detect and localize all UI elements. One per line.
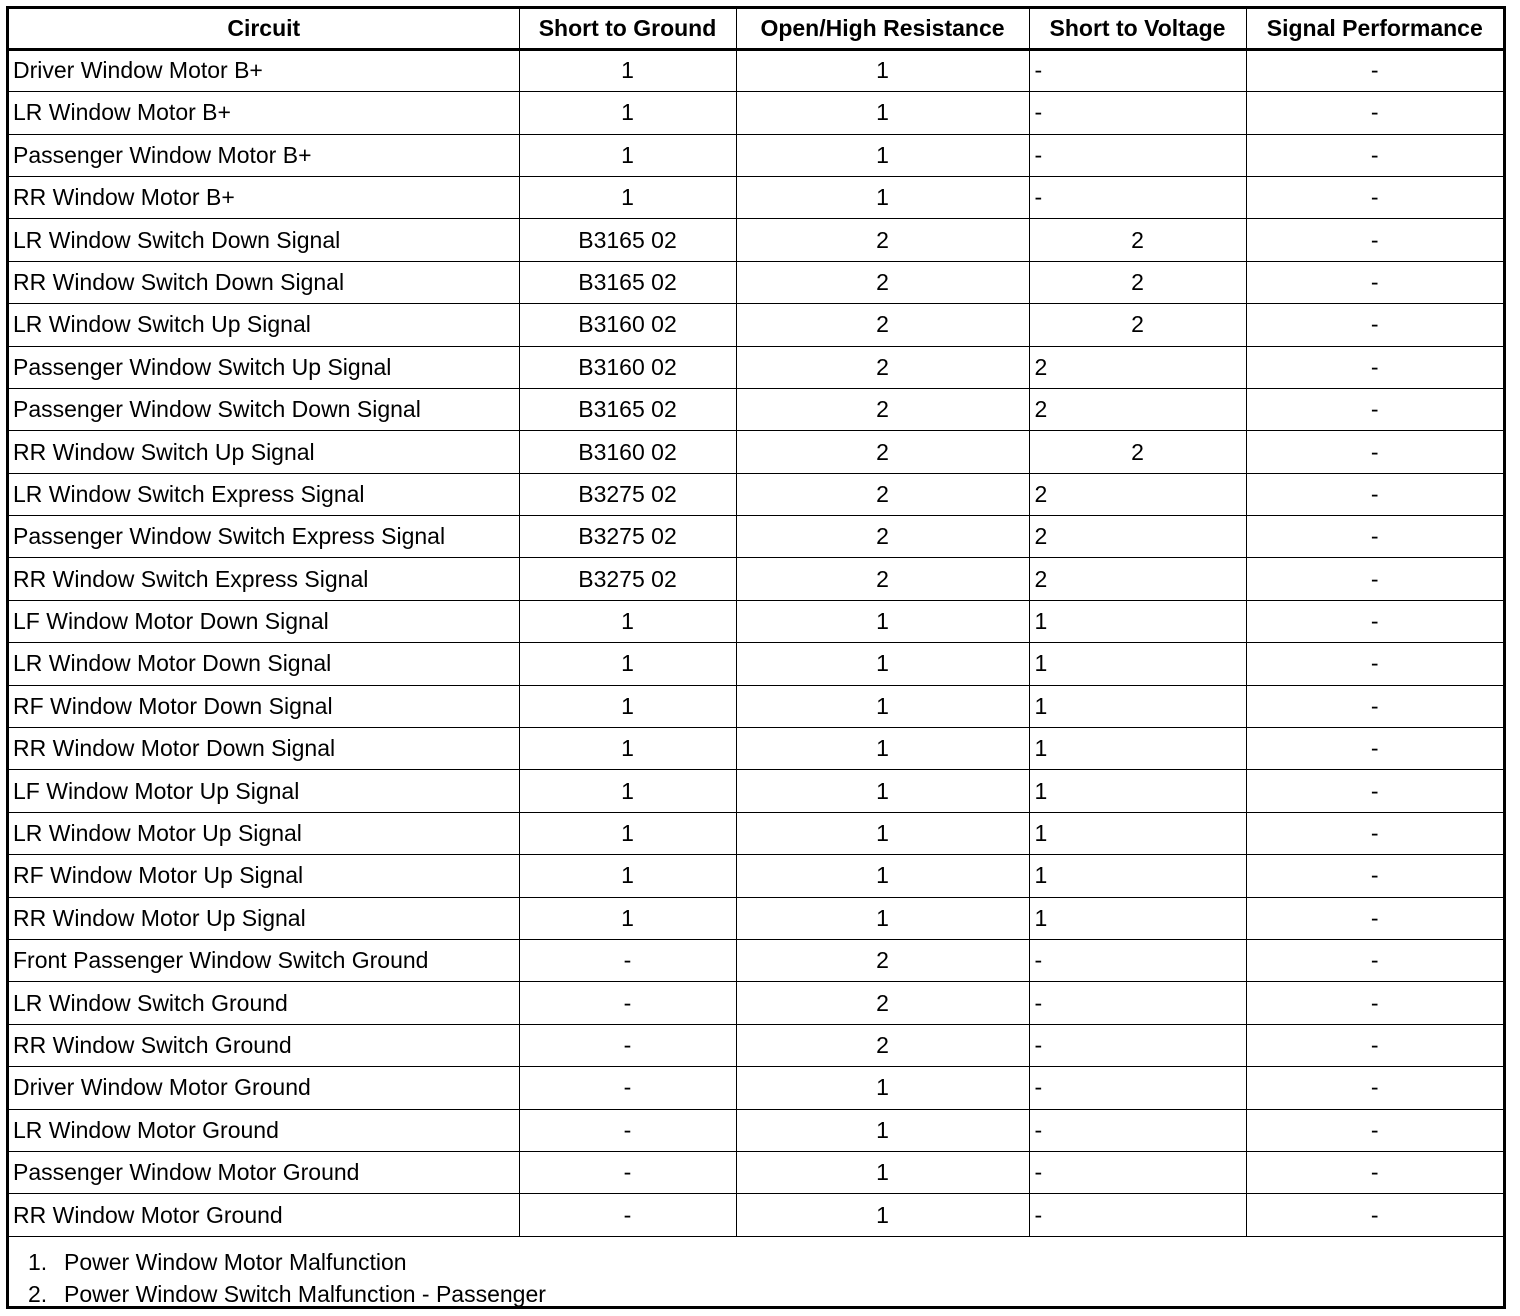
circuit-cell: RR Window Switch Express Signal (9, 558, 519, 600)
short-to-ground-cell: 1 (519, 728, 736, 770)
circuit-cell: RR Window Motor Down Signal (9, 728, 519, 770)
short-to-voltage-cell: - (1029, 134, 1246, 176)
table-row (9, 219, 1503, 261)
circuit-cell: Driver Window Motor B+ (9, 49, 519, 91)
short-to-voltage-cell: 1 (1029, 600, 1246, 642)
short-to-voltage-cell: 2 (1029, 558, 1246, 600)
open-high-resistance-cell: 1 (736, 1067, 1029, 1109)
circuit-cell: LF Window Motor Down Signal (9, 600, 519, 642)
signal-performance-cell: - (1246, 388, 1503, 430)
signal-performance-cell: - (1246, 558, 1503, 600)
short-to-ground-cell: 1 (519, 855, 736, 897)
table-row (9, 897, 1503, 939)
circuit-table (9, 9, 1503, 1237)
short-to-voltage-cell: 2 (1029, 388, 1246, 430)
short-to-ground-cell: 1 (519, 176, 736, 218)
signal-performance-cell: - (1246, 473, 1503, 515)
short-to-voltage-cell: - (1029, 1024, 1246, 1066)
circuit-cell: LR Window Switch Ground (9, 982, 519, 1024)
circuit-cell: Passenger Window Motor Ground (9, 1151, 519, 1193)
signal-performance-cell: - (1246, 1067, 1503, 1109)
short-to-voltage-cell: 1 (1029, 855, 1246, 897)
circuit-cell: LR Window Switch Express Signal (9, 473, 519, 515)
table-row (9, 728, 1503, 770)
circuit-cell: RF Window Motor Up Signal (9, 855, 519, 897)
table-row (9, 304, 1503, 346)
open-high-resistance-cell: 2 (736, 558, 1029, 600)
footnote-item (28, 1246, 1503, 1279)
short-to-voltage-cell: 2 (1029, 473, 1246, 515)
table-row (9, 855, 1503, 897)
open-high-resistance-cell: 1 (736, 134, 1029, 176)
short-to-ground-cell: B3160 02 (519, 431, 736, 473)
short-to-ground-cell: 1 (519, 600, 736, 642)
short-to-voltage-cell: - (1029, 940, 1246, 982)
circuit-cell: RR Window Motor Ground (9, 1194, 519, 1236)
circuit-cell: RF Window Motor Down Signal (9, 685, 519, 727)
open-high-resistance-cell: 2 (736, 261, 1029, 303)
short-to-ground-cell: B3275 02 (519, 516, 736, 558)
circuit-cell: LR Window Motor B+ (9, 92, 519, 134)
table-row (9, 92, 1503, 134)
header-open-high-resistance: Open/High Resistance (736, 9, 1029, 49)
footnote-number: 2. (28, 1281, 48, 1308)
footnote-text: Power Window Motor Malfunction (64, 1248, 407, 1275)
header-circuit: Circuit (9, 9, 519, 49)
table-row (9, 940, 1503, 982)
short-to-voltage-cell: 1 (1029, 770, 1246, 812)
short-to-voltage-cell: - (1029, 982, 1246, 1024)
table-row (9, 1109, 1503, 1151)
table-row (9, 1067, 1503, 1109)
footnote-number: 1. (28, 1248, 48, 1275)
circuit-cell: Driver Window Motor Ground (9, 1067, 519, 1109)
table-header-row (9, 9, 1503, 49)
circuit-cell: Passenger Window Switch Up Signal (9, 346, 519, 388)
signal-performance-cell: - (1246, 643, 1503, 685)
circuit-cell: RR Window Switch Up Signal (9, 431, 519, 473)
short-to-ground-cell: 1 (519, 49, 736, 91)
signal-performance-cell: - (1246, 346, 1503, 388)
table-row (9, 134, 1503, 176)
signal-performance-cell: - (1246, 685, 1503, 727)
open-high-resistance-cell: 2 (736, 516, 1029, 558)
short-to-ground-cell: B3160 02 (519, 304, 736, 346)
short-to-ground-cell: - (519, 1109, 736, 1151)
short-to-ground-cell: B3275 02 (519, 473, 736, 515)
signal-performance-cell: - (1246, 1109, 1503, 1151)
short-to-ground-cell: 1 (519, 92, 736, 134)
table-row (9, 770, 1503, 812)
footnotes (9, 1237, 1503, 1311)
circuit-cell: Passenger Window Motor B+ (9, 134, 519, 176)
table-row (9, 558, 1503, 600)
open-high-resistance-cell: 1 (736, 600, 1029, 642)
open-high-resistance-cell: 2 (736, 346, 1029, 388)
signal-performance-cell: - (1246, 897, 1503, 939)
signal-performance-cell: - (1246, 1024, 1503, 1066)
footnote-text: Power Window Switch Malfunction - Passenger (64, 1281, 546, 1308)
signal-performance-cell: - (1246, 431, 1503, 473)
open-high-resistance-cell: 1 (736, 92, 1029, 134)
signal-performance-cell: - (1246, 812, 1503, 854)
short-to-voltage-cell: 1 (1029, 897, 1246, 939)
circuit-table-frame (6, 6, 1506, 1309)
open-high-resistance-cell: 1 (736, 1109, 1029, 1151)
circuit-cell: LR Window Switch Up Signal (9, 304, 519, 346)
table-body (9, 49, 1503, 1236)
circuit-cell: RR Window Switch Down Signal (9, 261, 519, 303)
signal-performance-cell: - (1246, 728, 1503, 770)
open-high-resistance-cell: 1 (736, 855, 1029, 897)
header-short-to-voltage: Short to Voltage (1029, 9, 1246, 49)
open-high-resistance-cell: 1 (736, 49, 1029, 91)
circuit-cell: Passenger Window Switch Express Signal (9, 516, 519, 558)
open-high-resistance-cell: 1 (736, 770, 1029, 812)
short-to-voltage-cell: - (1029, 1151, 1246, 1193)
header-signal-performance: Signal Performance (1246, 9, 1503, 49)
circuit-cell: LR Window Motor Up Signal (9, 812, 519, 854)
open-high-resistance-cell: 1 (736, 1151, 1029, 1193)
short-to-voltage-cell: 1 (1029, 728, 1246, 770)
signal-performance-cell: - (1246, 261, 1503, 303)
short-to-ground-cell: B3160 02 (519, 346, 736, 388)
signal-performance-cell: - (1246, 1151, 1503, 1193)
open-high-resistance-cell: 1 (736, 176, 1029, 218)
signal-performance-cell: - (1246, 219, 1503, 261)
signal-performance-cell: - (1246, 92, 1503, 134)
open-high-resistance-cell: 2 (736, 1024, 1029, 1066)
short-to-voltage-cell: 2 (1029, 219, 1246, 261)
short-to-ground-cell: - (519, 1151, 736, 1193)
open-high-resistance-cell: 2 (736, 473, 1029, 515)
table-row (9, 643, 1503, 685)
short-to-ground-cell: 1 (519, 897, 736, 939)
short-to-voltage-cell: - (1029, 92, 1246, 134)
short-to-ground-cell: - (519, 940, 736, 982)
table-row (9, 388, 1503, 430)
signal-performance-cell: - (1246, 770, 1503, 812)
short-to-ground-cell: - (519, 982, 736, 1024)
open-high-resistance-cell: 1 (736, 685, 1029, 727)
short-to-ground-cell: 1 (519, 643, 736, 685)
circuit-cell: LR Window Motor Down Signal (9, 643, 519, 685)
signal-performance-cell: - (1246, 176, 1503, 218)
signal-performance-cell: - (1246, 49, 1503, 91)
short-to-ground-cell: - (519, 1194, 736, 1236)
short-to-voltage-cell: - (1029, 1109, 1246, 1151)
table-row (9, 982, 1503, 1024)
short-to-ground-cell: B3165 02 (519, 261, 736, 303)
circuit-cell: Front Passenger Window Switch Ground (9, 940, 519, 982)
open-high-resistance-cell: 2 (736, 304, 1029, 346)
table-row (9, 812, 1503, 854)
short-to-ground-cell: 1 (519, 770, 736, 812)
open-high-resistance-cell: 2 (736, 982, 1029, 1024)
signal-performance-cell: - (1246, 940, 1503, 982)
short-to-voltage-cell: 2 (1029, 304, 1246, 346)
table-row (9, 1151, 1503, 1193)
header-short-to-ground: Short to Ground (519, 9, 736, 49)
short-to-voltage-cell: 2 (1029, 261, 1246, 303)
short-to-voltage-cell: - (1029, 1067, 1246, 1109)
short-to-ground-cell: - (519, 1067, 736, 1109)
short-to-ground-cell: B3165 02 (519, 219, 736, 261)
table-row (9, 346, 1503, 388)
signal-performance-cell: - (1246, 1194, 1503, 1236)
short-to-voltage-cell: 2 (1029, 431, 1246, 473)
table-row (9, 261, 1503, 303)
short-to-voltage-cell: 2 (1029, 346, 1246, 388)
open-high-resistance-cell: 2 (736, 388, 1029, 430)
open-high-resistance-cell: 1 (736, 897, 1029, 939)
open-high-resistance-cell: 1 (736, 643, 1029, 685)
signal-performance-cell: - (1246, 304, 1503, 346)
short-to-ground-cell: 1 (519, 685, 736, 727)
short-to-ground-cell: B3275 02 (519, 558, 736, 600)
signal-performance-cell: - (1246, 600, 1503, 642)
signal-performance-cell: - (1246, 134, 1503, 176)
table-row (9, 516, 1503, 558)
short-to-ground-cell: 1 (519, 134, 736, 176)
table-row (9, 431, 1503, 473)
short-to-voltage-cell: 1 (1029, 643, 1246, 685)
short-to-voltage-cell: 1 (1029, 812, 1246, 854)
short-to-voltage-cell: 1 (1029, 685, 1246, 727)
short-to-voltage-cell: - (1029, 176, 1246, 218)
table-row (9, 176, 1503, 218)
open-high-resistance-cell: 2 (736, 431, 1029, 473)
circuit-cell: LR Window Motor Ground (9, 1109, 519, 1151)
table-row (9, 1024, 1503, 1066)
circuit-cell: RR Window Motor Up Signal (9, 897, 519, 939)
circuit-cell: RR Window Motor B+ (9, 176, 519, 218)
short-to-voltage-cell: 2 (1029, 516, 1246, 558)
short-to-voltage-cell: - (1029, 49, 1246, 91)
signal-performance-cell: - (1246, 855, 1503, 897)
short-to-ground-cell: - (519, 1024, 736, 1066)
open-high-resistance-cell: 2 (736, 940, 1029, 982)
open-high-resistance-cell: 1 (736, 728, 1029, 770)
circuit-cell: RR Window Switch Ground (9, 1024, 519, 1066)
circuit-cell: LF Window Motor Up Signal (9, 770, 519, 812)
table-row (9, 685, 1503, 727)
circuit-cell: LR Window Switch Down Signal (9, 219, 519, 261)
open-high-resistance-cell: 2 (736, 219, 1029, 261)
signal-performance-cell: - (1246, 516, 1503, 558)
table-row (9, 473, 1503, 515)
open-high-resistance-cell: 1 (736, 1194, 1029, 1236)
signal-performance-cell: - (1246, 982, 1503, 1024)
short-to-ground-cell: 1 (519, 812, 736, 854)
short-to-voltage-cell: - (1029, 1194, 1246, 1236)
table-row (9, 600, 1503, 642)
circuit-cell: Passenger Window Switch Down Signal (9, 388, 519, 430)
footnote-item (28, 1278, 1503, 1311)
short-to-ground-cell: B3165 02 (519, 388, 736, 430)
table-row (9, 1194, 1503, 1236)
open-high-resistance-cell: 1 (736, 812, 1029, 854)
table-row (9, 49, 1503, 91)
